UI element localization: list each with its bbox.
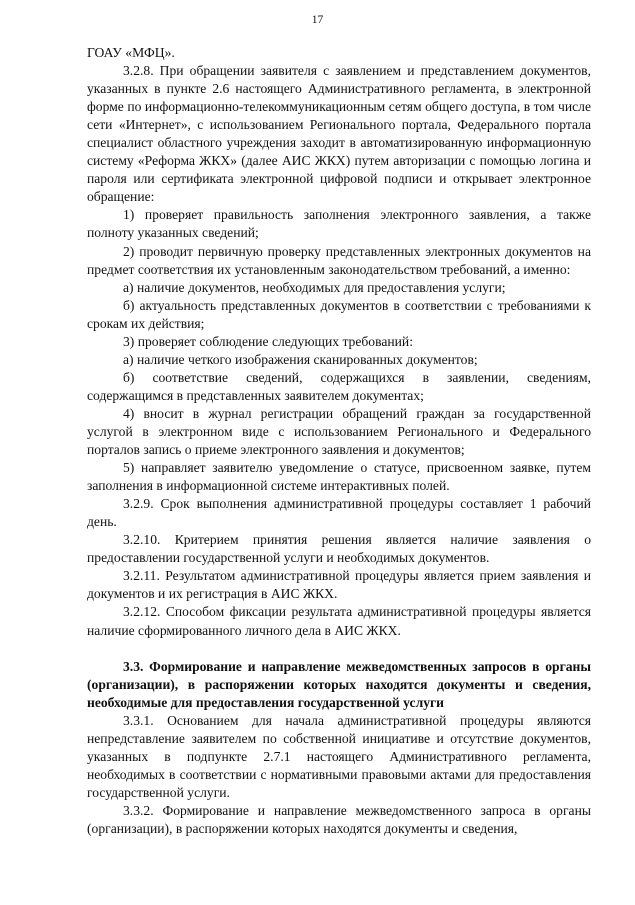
paragraph-3-2-12: 3.2.12. Способом фиксации результата административной процедуры является наличие сформированного личного дела в АИС ЖКХ. (87, 604, 591, 638)
paragraph-3-2-8: 3.2.8. При обращении заявителя с заявлением и представлением документов, указанных в пункте 2.6 настоящего Административного регламента, в электронной форме по информационно-телекоммуникационным сетям общего доступа, в том числе сети «Интернет», с использованием Регионального портала, Федерального портала специалист областного учреждения заходит в автоматизированную информационную систему «Реформа ЖКХ» (далее АИС ЖКХ) путем авторизации с помощью логина и пароля или сертификата электронной цифровой подписи и открывает электронное обращение: (87, 63, 591, 205)
list-item-2: 2) проводит первичную проверку представленных электронных документов на предмет соответствия их установленным законодательством требований, а именно: (87, 243, 591, 277)
document-body (87, 44, 591, 838)
paragraph-3-2-9: 3.2.9. Срок выполнения административной процедуры составляет 1 рабочий день. (87, 496, 591, 530)
list-item-3a: а) наличие четкого изображения сканированных документов; (123, 351, 478, 367)
list-item-4: 4) вносит в журнал регистрации обращений граждан за государственной услугой в электронном виде с использованием Регионального и Федерального порталов запись о приеме электронного заявления и документов; (87, 405, 591, 458)
paragraph-3-3-1: 3.3.1. Основанием для начала административной процедуры являются непредставление заявителем по собственной инициативе и отсутствие документов, указанных в подпункте 2.7.1 настоящего Административного регламента, необходимых в соответствии с нормативными правовыми актами для предоставления государственной услуги. (87, 712, 591, 800)
list-item-2b: б) актуальность представленных документов в соответствии с требованиями к срокам их действия; (87, 297, 591, 331)
list-item-2a: а) наличие документов, необходимых для предоставления услуги; (123, 279, 506, 295)
list-item-1: 1) проверяет правильность заполнения электронного заявления, а также полноту указанных сведений; (87, 207, 591, 241)
list-item-5: 5) направляет заявителю уведомление о статусе, присвоенном заявке, путем заполнения в информационной системе интерактивных полей. (87, 460, 591, 494)
paragraph-3-2-10: 3.2.10. Критерием принятия решения является наличие заявления о предоставлении государственной услуги и необходимых документов. (87, 532, 591, 566)
list-item-3: 3) проверяет соблюдение следующих требований: (123, 333, 413, 349)
paragraph-continuation: ГОАУ «МФЦ». (87, 45, 175, 60)
paragraph-3-3-2: 3.3.2. Формирование и направление межведомственного запроса в органы (организации), в распоряжении которых находятся документы и сведения, (87, 802, 591, 836)
page-number: 17 (311, 14, 324, 26)
section-heading-3-3: 3.3. Формирование и направление межведомственных запросов в органы (организации), в распоряжении которых находятся документы и сведения, необходимые для предоставления государственной услуги (87, 658, 591, 710)
list-item-3b: б) соответствие сведений, содержащихся в заявлении, сведениям, содержащимся в представленных заявителем документах; (87, 369, 591, 403)
paragraph-3-2-11: 3.2.11. Результатом административной процедуры является прием заявления и документов и их регистрация в АИС ЖКХ. (87, 568, 591, 602)
